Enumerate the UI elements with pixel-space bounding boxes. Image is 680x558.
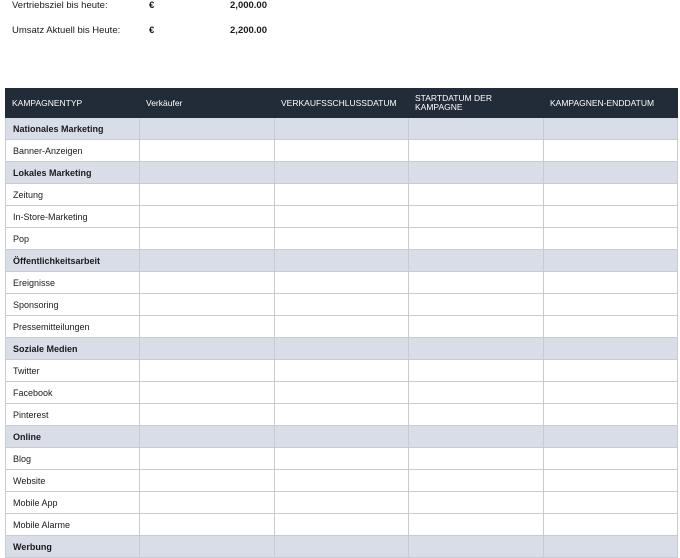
seller-cell[interactable] xyxy=(140,338,275,360)
sales-close-date-cell[interactable] xyxy=(275,338,409,360)
table-row xyxy=(6,470,678,492)
campaign-end-date-cell[interactable] xyxy=(544,360,678,382)
sales-close-date-cell[interactable] xyxy=(275,448,409,470)
header-campaign-start-date: STARTDATUM DER KAMPAGNE xyxy=(409,89,544,118)
header-campaign-type: KAMPAGNENTYP xyxy=(6,89,140,118)
campaign-start-date-cell[interactable] xyxy=(409,250,544,272)
seller-cell[interactable] xyxy=(140,426,275,448)
campaign-table xyxy=(5,88,678,558)
seller-cell[interactable] xyxy=(140,492,275,514)
revenue-row xyxy=(12,25,312,38)
sales-close-date-cell[interactable] xyxy=(275,272,409,294)
campaign-type-cell[interactable]: Mobile App xyxy=(6,492,140,514)
table-row xyxy=(6,206,678,228)
seller-cell[interactable] xyxy=(140,294,275,316)
seller-cell[interactable] xyxy=(140,162,275,184)
campaign-type-cell[interactable]: Pop xyxy=(6,228,140,250)
table-header-row xyxy=(6,89,678,118)
table-row xyxy=(6,228,678,250)
revenue-currency: € xyxy=(149,25,155,36)
campaign-start-date-cell[interactable] xyxy=(409,426,544,448)
campaign-start-date-cell[interactable] xyxy=(409,338,544,360)
sales-target-label: Vertriebsziel bis heute: xyxy=(12,0,108,11)
seller-cell[interactable] xyxy=(140,536,275,558)
category-label[interactable]: Lokales Marketing xyxy=(6,162,140,184)
campaign-start-date-cell[interactable] xyxy=(409,162,544,184)
sales-close-date-cell[interactable] xyxy=(275,360,409,382)
table-row xyxy=(6,382,678,404)
campaign-type-cell[interactable]: Twitter xyxy=(6,360,140,382)
seller-cell[interactable] xyxy=(140,118,275,140)
sales-close-date-cell[interactable] xyxy=(275,184,409,206)
campaign-type-cell[interactable]: Pinterest xyxy=(6,404,140,426)
campaign-start-date-cell[interactable] xyxy=(409,184,544,206)
campaign-start-date-cell[interactable] xyxy=(409,294,544,316)
sales-close-date-cell[interactable] xyxy=(275,514,409,536)
campaign-end-date-cell[interactable] xyxy=(544,382,678,404)
campaign-start-date-cell[interactable] xyxy=(409,118,544,140)
campaign-type-cell[interactable]: Banner-Anzeigen xyxy=(6,140,140,162)
campaign-end-date-cell[interactable] xyxy=(544,206,678,228)
campaign-start-date-cell[interactable] xyxy=(409,536,544,558)
sales-close-date-cell[interactable] xyxy=(275,162,409,184)
header-sales-close-date: VERKAUFSSCHLUSSDATUM xyxy=(275,89,409,118)
campaign-end-date-cell[interactable] xyxy=(544,514,678,536)
sales-close-date-cell[interactable] xyxy=(275,492,409,514)
campaign-end-date-cell[interactable] xyxy=(544,294,678,316)
campaign-end-date-cell[interactable] xyxy=(544,316,678,338)
campaign-start-date-cell[interactable] xyxy=(409,492,544,514)
seller-cell[interactable] xyxy=(140,404,275,426)
sales-target-row xyxy=(12,0,312,13)
sales-close-date-cell[interactable] xyxy=(275,426,409,448)
sales-close-date-cell[interactable] xyxy=(275,228,409,250)
sales-close-date-cell[interactable] xyxy=(275,536,409,558)
campaign-start-date-cell[interactable] xyxy=(409,272,544,294)
table-row xyxy=(6,448,678,470)
campaign-start-date-cell[interactable] xyxy=(409,470,544,492)
campaign-end-date-cell[interactable] xyxy=(544,404,678,426)
seller-cell[interactable] xyxy=(140,514,275,536)
revenue-label: Umsatz Aktuell bis Heute: xyxy=(12,25,121,36)
campaign-start-date-cell[interactable] xyxy=(409,206,544,228)
campaign-end-date-cell[interactable] xyxy=(544,162,678,184)
sales-target-value[interactable]: 2,000.00 xyxy=(230,0,267,11)
table-row xyxy=(6,272,678,294)
campaign-end-date-cell[interactable] xyxy=(544,448,678,470)
category-row xyxy=(6,536,678,558)
category-row xyxy=(6,426,678,448)
campaign-end-date-cell[interactable] xyxy=(544,338,678,360)
seller-cell[interactable] xyxy=(140,140,275,162)
sales-close-date-cell[interactable] xyxy=(275,206,409,228)
campaign-start-date-cell[interactable] xyxy=(409,316,544,338)
campaign-type-cell[interactable]: Blog xyxy=(6,448,140,470)
campaign-type-cell[interactable]: Website xyxy=(6,470,140,492)
seller-cell[interactable] xyxy=(140,272,275,294)
table-row xyxy=(6,294,678,316)
campaign-end-date-cell[interactable] xyxy=(544,426,678,448)
table-body xyxy=(6,118,678,558)
table-row xyxy=(6,140,678,162)
campaign-end-date-cell[interactable] xyxy=(544,250,678,272)
seller-cell[interactable] xyxy=(140,206,275,228)
seller-cell[interactable] xyxy=(140,316,275,338)
category-label[interactable]: Online xyxy=(6,426,140,448)
campaign-start-date-cell[interactable] xyxy=(409,404,544,426)
table-row xyxy=(6,184,678,206)
seller-cell[interactable] xyxy=(140,360,275,382)
sales-close-date-cell[interactable] xyxy=(275,250,409,272)
campaign-end-date-cell[interactable] xyxy=(544,118,678,140)
campaign-type-cell[interactable]: Sponsoring xyxy=(6,294,140,316)
campaign-end-date-cell[interactable] xyxy=(544,470,678,492)
campaign-end-date-cell[interactable] xyxy=(544,184,678,206)
campaign-end-date-cell[interactable] xyxy=(544,228,678,250)
campaign-start-date-cell[interactable] xyxy=(409,360,544,382)
header-seller: Verkäufer xyxy=(140,89,275,118)
campaign-start-date-cell[interactable] xyxy=(409,448,544,470)
campaign-start-date-cell[interactable] xyxy=(409,228,544,250)
sales-target-currency: € xyxy=(149,0,155,11)
campaign-end-date-cell[interactable] xyxy=(544,492,678,514)
category-label[interactable]: Nationales Marketing xyxy=(6,118,140,140)
campaign-end-date-cell[interactable] xyxy=(544,140,678,162)
category-row xyxy=(6,338,678,360)
sales-close-date-cell[interactable] xyxy=(275,140,409,162)
campaign-type-cell[interactable]: Mobile Alarme xyxy=(6,514,140,536)
category-row xyxy=(6,162,678,184)
seller-cell[interactable] xyxy=(140,250,275,272)
seller-cell[interactable] xyxy=(140,228,275,250)
sales-close-date-cell[interactable] xyxy=(275,294,409,316)
category-row xyxy=(6,118,678,140)
revenue-value[interactable]: 2,200.00 xyxy=(230,25,267,36)
table-row xyxy=(6,404,678,426)
seller-cell[interactable] xyxy=(140,184,275,206)
campaign-type-cell[interactable]: Zeitung xyxy=(6,184,140,206)
sales-summary xyxy=(12,0,312,38)
sales-close-date-cell[interactable] xyxy=(275,470,409,492)
category-label[interactable]: Öffentlichkeitsarbeit xyxy=(6,250,140,272)
table-row xyxy=(6,514,678,536)
campaign-type-cell[interactable]: In-Store-Marketing xyxy=(6,206,140,228)
category-label[interactable]: Soziale Medien xyxy=(6,338,140,360)
seller-cell[interactable] xyxy=(140,470,275,492)
category-row xyxy=(6,250,678,272)
seller-cell[interactable] xyxy=(140,448,275,470)
campaign-type-cell[interactable]: Pressemitteilungen xyxy=(6,316,140,338)
category-label[interactable]: Werbung xyxy=(6,536,140,558)
campaign-end-date-cell[interactable] xyxy=(544,272,678,294)
sales-close-date-cell[interactable] xyxy=(275,404,409,426)
sales-close-date-cell[interactable] xyxy=(275,118,409,140)
header-campaign-end-date: KAMPAGNEN-ENDDATUM xyxy=(544,89,678,118)
seller-cell[interactable] xyxy=(140,382,275,404)
campaign-start-date-cell[interactable] xyxy=(409,382,544,404)
campaign-end-date-cell[interactable] xyxy=(544,536,678,558)
table-row xyxy=(6,316,678,338)
campaign-type-cell[interactable]: Ereignisse xyxy=(6,272,140,294)
table-row xyxy=(6,360,678,382)
campaign-start-date-cell[interactable] xyxy=(409,514,544,536)
campaign-start-date-cell[interactable] xyxy=(409,140,544,162)
table-row xyxy=(6,492,678,514)
sales-close-date-cell[interactable] xyxy=(275,316,409,338)
campaign-type-cell[interactable]: Facebook xyxy=(6,382,140,404)
sales-close-date-cell[interactable] xyxy=(275,382,409,404)
